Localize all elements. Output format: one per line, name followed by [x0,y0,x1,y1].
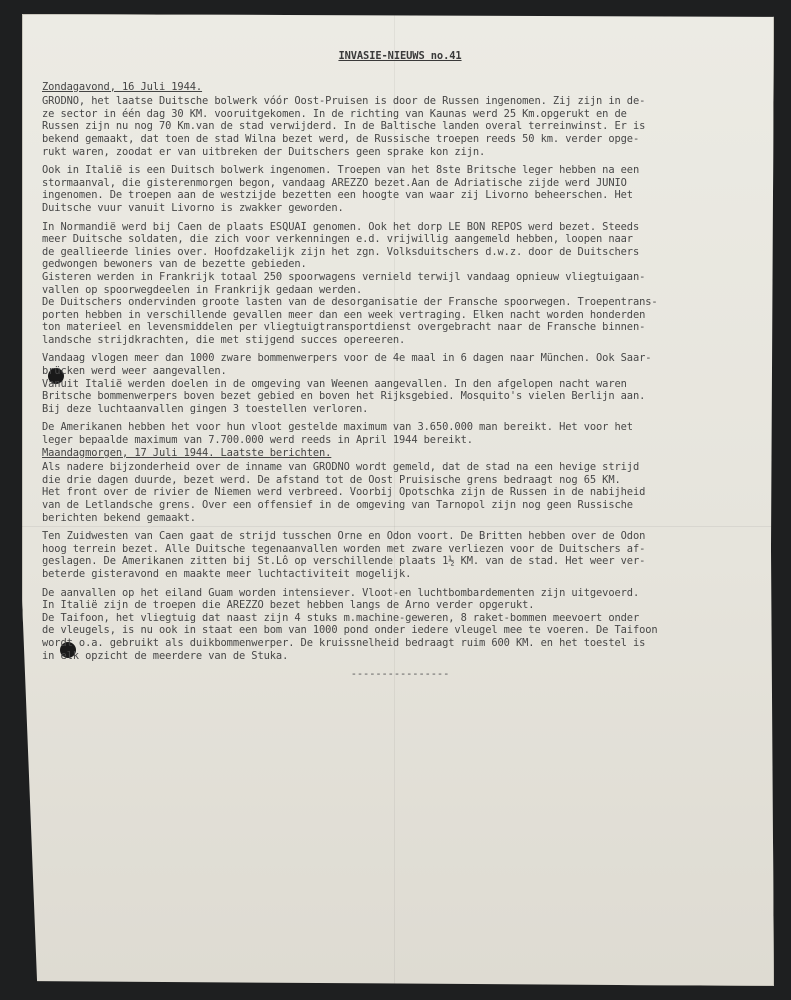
paragraph: De Duitschers ondervinden groote lasten van de desorganisatie der Fransche spoorwegen. Troepentrans- porten hebben in verschillende gevallen meer dan een week vertraging. Elken nacht worden honderden ton materieel en levensmiddelen per vliegtuigtransportdienst overgebracht naar de Fransche binnen- landsche strijdkrachten, die met stijgend succes opereeren. [42,296,658,346]
paragraph: Ten Zuidwesten van Caen gaat de strijd tusschen Orne en Odon voort. De Britten hebben over de Odon hoog terrein bezet. Alle Duitsche tegenaanvallen worden met zware verliezen voor de Duitschers af- geslagen. De Amerikanen zitten bij St.Lô op verschillende plaats 1½ KM. van de stad. Het weer ver- beterde gisteravond en maakte meer luchtactiviteit mogelijk. [42,530,646,580]
paragraph: GRODNO, het laatse Duitsche bolwerk vóór Oost-Pruisen is door de Russen ingenomen. Zij zijn in de- ze sector in één dag 30 KM. vooruitgekomen. In de richting van Kaunas werd 25 Km.opgerukt en de Russen zijn nu nog 70 Km.van de stad verwijderd. In de Baltische landen overal terreinwinst. Er is bekend gemaakt, dat toen de stad Wilna bezet werd, de Russische troepen reeds 50 km. verder opge- rukt waren, zoodat er van uitbreken der Duitschers geen sprake kon zijn. [42,95,646,158]
paragraph: Vanuit Italië werden doelen in de omgeving van Weenen aangevallen. In den afgelopen nacht waren Britsche bommenwerpers boven bezet gebied en boven het Rijksgebied. Mosquito's vielen Berlijn aan. Bij deze luchtaanvallen gingen 3 toestellen verloren. [42,377,646,415]
document-title: INVASIE-NIEUWS no.41 [338,50,462,62]
document-body [36,50,764,681]
paragraph: Ook in Italië is een Duitsch bolwerk ingenomen. Troepen van het 8ste Britsche leger hebben na een stormaanval, die gisterenmorgen begon, vandaag AREZZO bezet.Aan de Adriatische zijde werd JUNIO ingenomen. De troepen aan de westzijde bezetten een hoogte van waar zij Livorno beheerschen. Het Duitsche vuur vanuit Livorno is zwakker geworden. [42,164,640,214]
paragraph: De aanvallen op het eiland Guam worden intensiever. Vloot-en luchtbombardementen zijn uitgevoerd. In Italië zijn de troepen die AREZZO bezet hebben langs de Arno verder opgerukt. [42,586,640,612]
footer-divider: ---------------- [350,668,450,681]
paragraph: De Taifoon, het vliegtuig dat naast zijn 4 stuks m.machine-geweren, 8 raket-bommen meevoert onder de vleugels, is nu ook in staat een bom van 1000 pond onder iedere vleugel mee te voeren. De Taifoon wordt o.a. gebruikt als duikbommenwerper. De kruissnelheid bedraagt ruim 600 KM. en het toestel is in elk opzicht de meerdere van de Stuka. [42,611,658,662]
paragraph: Gisteren werden in Frankrijk totaal 250 spoorwagens vernield terwijl vandaag opnieuw vliegtuigaan- vallen op spoorwegdeelen in Frankrijk gedaan werden. [42,270,646,296]
paragraph: In Normandië werd bij Caen de plaats ESQUAI genomen. Ook het dorp LE BON REPOS werd bezet. Steeds meer Duitsche soldaten, die zich voor verkenningen e.d. vrijwillig aangemeld hebben, loopen naar de geallieerde linies over. Hoofdzakelijk zijn het zgn. Volksduitschers d.w.z. door de Duitschers gedwongen bewoners van de bezette gebieden. [42,220,640,271]
paragraph: De Amerikanen hebben het voor hun vloot gestelde maximum van 3.650.000 man bereikt. Het voor het leger bepaalde maximum van 7.700.000 werd reeds in April 1944 bereikt. [42,421,633,447]
section-heading-2: Maandagmorgen, 17 Juli 1944. Laatste berichten. [42,446,332,459]
paragraph: Als nadere bijzonderheid over de inname van GRODNO wordt gemeld, dat de stad na een hevige strijd die drie dagen duurde, bezet werd. De afstand tot de Oost Pruisische grens bedraagt nog 65 KM. Het front over de rivier de Niemen werd verbreed. Voorbij Opotschka zijn de Russen in de nabijheid van de Letlandsche grens. Over een offensief in de omgeving van Tarnopol zijn nog geen Russische berichten bekend gemaakt. [42,461,646,524]
paragraph: Vandaag vlogen meer dan 1000 zware bommenwerpers voor de 4e maal in 6 dagen naar München. Ook Saar- brücken werd weer aangevallen. [42,352,652,378]
section-heading-1: Zondagavond, 16 Juli 1944. [42,80,203,93]
